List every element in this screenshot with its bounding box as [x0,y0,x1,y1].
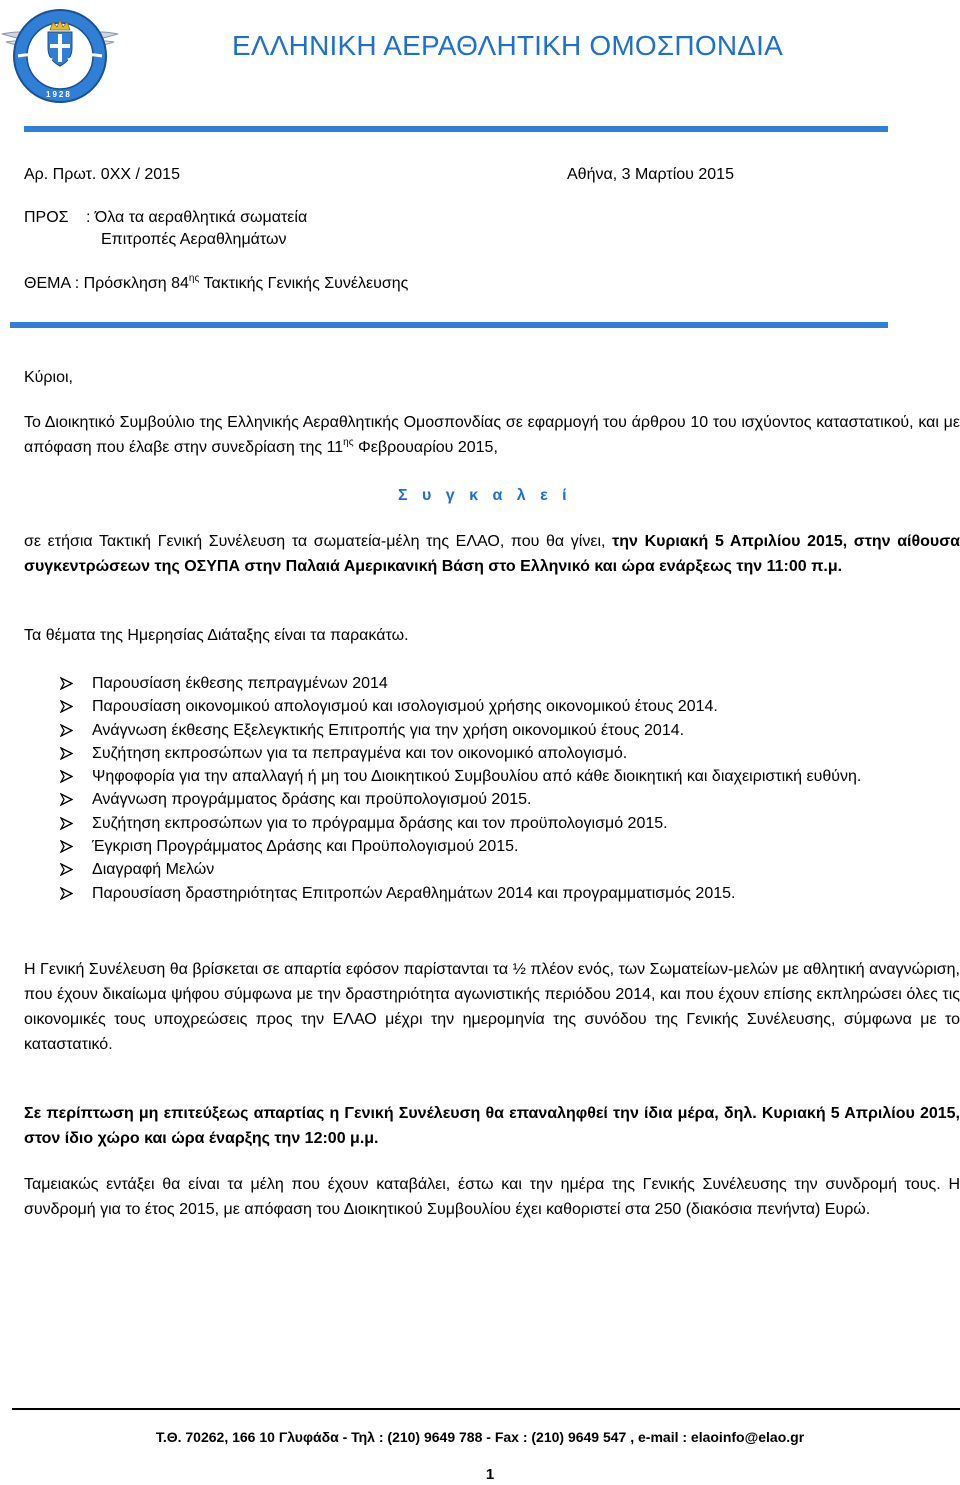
agenda-item [60,765,960,788]
agenda-item-text: Έγκριση Προγράμματος Δράσης και Προϋπολογισμού 2015. [92,838,519,856]
arrow-bullet-icon [60,700,73,713]
protocol-number: Αρ. Πρωτ. 0ΧΧ / 2015 [24,166,180,183]
arrow-bullet-icon [60,840,73,853]
quorum-paragraph: Η Γενική Συνέλευση θα βρίσκεται σε απαρτία εφόσον παρίστανται τα ½ πλέον ενός, των Σωματείων-μελών με αθλητική αναγνώριση, που έχουν δικαίωμα ψήφου σύμφωνα με την δραστηριότητα αγωνιστικής περιόδου 2014, και που έχουν επίσης εκπληρώσει όλες τις οικονομικές τους υποχρεώσεις προς την ΕΛΑΟ μέχρι την ημερομηνία της συνόδου της Γενικής Συνέλευσης, σύμφωνα με το καταστατικό. [24,961,960,1053]
arrow-bullet-icon [60,817,73,830]
arrow-bullet-icon [60,770,73,783]
recipient-line-1: : Όλα τα αεραθλητικά σωματεία [86,209,308,226]
agenda-item [60,719,960,742]
intro-paragraph [24,410,960,460]
agenda-item [60,695,960,718]
agenda-item-text: Ψηφοφορία για την απαλλαγή ή μη του Διοικητικού Συμβουλίου από κάθε διοικητική και διαχειριστική ευθύνη. [92,768,862,786]
agenda-item-text: Ανάγνωση έκθεσης Εξελεγκτικής Επιτροπής για την χρήση οικονομικού έτους 2014. [92,721,685,739]
subject-line [24,272,408,296]
subject-label: ΘΕΜΑ [24,275,71,292]
assembly-details: την Κυριακή 5 Απριλίου 2015, στην αίθουσα συγκεντρώσεων της ΟΣΥΠΑ στην Παλαιά Αμερικανική Βάση στο Ελληνικό και ώρα ενάρξεως την 11:00 π.μ. [24,533,960,575]
agenda-item-text: Παρουσίαση δραστηριότητας Επιτροπών Αεραθλημάτων 2014 και προγραμματισμός 2015. [92,884,736,902]
arrow-bullet-icon [60,747,73,760]
agenda-list [60,672,960,905]
agenda-item-text: Ανάγνωση προγράμματος δράσης και προϋπολογισμού 2015. [92,791,532,809]
recipient-line-2: Επιτροπές Αεραθλημάτων [101,231,287,248]
arrow-bullet-icon [60,887,73,900]
agenda-item-text: Παρουσίαση έκθεσης πεπραγμένων 2014 [92,675,388,692]
agenda-item-text: Συζήτηση εκπροσώπων για τα πεπραγμένα και τον οικονομικό απολογισμό. [92,744,628,762]
subject-superscript: ης [188,273,200,284]
arrow-bullet-icon [60,863,73,876]
intro-text-start: Το Διοικητικό Συμβούλιο της Ελληνικής Αεραθλητικής Ομοσπονδίας σε εφαρμογή του άρθρου 10 του ισχύοντος καταστατικού, και με απόφαση που έλαβε στην συνεδρίαση της 11 [24,414,960,456]
agenda-item-text: Παρουσίαση οικονομικού απολογισμού και ισολογισμού χρήσης οικονομικού έτους 2014. [92,698,718,716]
footer-rule [12,1408,960,1410]
organization-title: ΕΛΛΗΝΙΚΗ ΑΕΡΑΘΛΗΤΙΚΗ ΟΜΟΣΠΟΝΔΙΑ [232,30,783,61]
agenda-item-text: Διαγραφή Μελών [92,861,215,879]
agenda-item [60,742,960,765]
assembly-text: σε ετήσια Τακτική Γενική Συνέλευση τα σωματεία-μέλη της ΕΛΑΟ, που θα γίνει, [24,533,613,550]
middle-blue-rule [10,322,888,328]
convene-heading: Σ υ γ κ α λ ε ί [398,487,572,504]
intro-text-end: Φεβρουαρίου 2015, [353,439,498,456]
subject-text-end: Τακτικής Γενικής Συνέλευσης [199,275,409,292]
repeat-meeting-paragraph: Σε περίπτωση μη επιτεύξεως απαρτίας η Γενική Συνέλευση θα επαναληφθεί την ίδια μέρα, δηλ. Κυριακή 5 Απριλίου 2015, στον ίδιο χώρο και ώρα έναρξης την 12:00 μ.μ. [24,1105,960,1147]
arrow-bullet-icon [60,793,73,806]
top-blue-rule [24,126,888,132]
arrow-bullet-icon [60,677,73,690]
intro-superscript: ης [343,437,354,448]
agenda-intro: Τα θέματα της Ημερησίας Διάταξης είναι τα παρακάτω. [24,627,409,644]
recipient-label: ΠΡΟΣ [24,209,69,226]
page-number: 1 [485,1466,495,1483]
document-date: Αθήνα, 3 Μαρτίου 2015 [567,166,734,183]
agenda-item [60,835,960,858]
assembly-paragraph [24,529,960,579]
salutation: Κύριοι, [24,369,73,386]
agenda-item [60,858,960,881]
agenda-item [60,882,960,905]
footer-contact: Τ.Θ. 70262, 166 10 Γλυφάδα - Τηλ : (210) 9649 788 - Fax : (210) 9649 547 , e-mail : elaoinfo@elao.gr [155,1429,805,1445]
agenda-item-text: Συζήτηση εκπροσώπων για το πρόγραμμα δράσης και τον προϋπολογισμό 2015. [92,814,668,832]
agenda-item [60,672,960,695]
subject-text-start: : Πρόσκληση 84 [74,275,189,292]
dues-paragraph: Ταμειακώς εντάξει θα είναι τα μέλη που έχουν καταβάλει, έστω και την ημέρα της Γενικής Συνέλευσης την συνδρομή τους. Η συνδρομή για το έτος 2015, με απόφαση του Διοικητικού Συμβουλίου έχει καθοριστεί στα 250 (διακόσια πενήντα) Ευρώ. [24,1176,960,1218]
agenda-item [60,788,960,811]
logo-year: 1928 [46,90,72,99]
arrow-bullet-icon [60,724,73,737]
agenda-item [60,812,960,835]
federation-logo [0,0,120,112]
